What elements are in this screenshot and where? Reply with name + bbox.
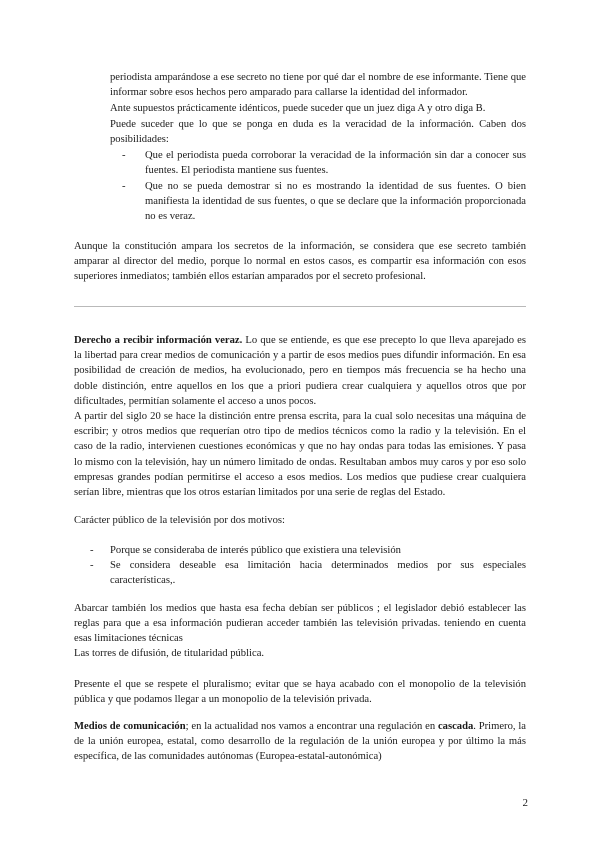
section-heading-medios: Medios de comunicación <box>74 721 186 732</box>
paragraph-abarcar: Abarcar también los medios que hasta esa fecha debían ser públicos ; el legislador debió establecer las reglas para que a esa información pudieran acceder también las televisión privadas. teniendo en cuenta esas limitaciones técnicas <box>74 603 526 645</box>
horizontal-divider <box>74 306 526 307</box>
bullet-dash: - <box>90 545 94 556</box>
paragraph-informante: periodista amparándose a ese secreto no tiene por qué dar el nombre de ese informante. Tiene que informar sobre esos hechos pero amparado para callarse la identidad del informador. <box>110 72 526 99</box>
paragraph-caracter-publico: Carácter público de la televisión por dos motivos: <box>74 515 285 526</box>
paragraph-juez: Ante supuestos prácticamente idénticos, puede suceder que un juez diga A y otro diga B. <box>110 103 486 114</box>
section-heading-derecho: Derecho a recibir información veraz. <box>74 335 243 346</box>
list-item: Se considera deseable esa limitación hacia determinados medios por sus especiales características,. <box>110 560 526 587</box>
paragraph-text: . Primero, la de la unión europea, estatal, como desarrollo de la regulación de la unión europea y por último la más específica, de las comunidades autónomas (Europea-estatal-autonómica) <box>74 721 527 763</box>
bullet-dash: - <box>122 181 126 192</box>
paragraph-posibilidades: Puede suceder que lo que se ponga en duda es la veracidad de la información. Caben dos posibilidades: <box>110 119 526 146</box>
list-item: Que no se pueda demostrar si no es mostrando la identidad de sus fuentes. O bien manifiesta la identidad de sus fuentes, o que se declare que la información proporcionada no es veraz. <box>145 181 526 223</box>
bold-word-cascada: cascada <box>437 721 474 732</box>
bullet-dash: - <box>122 150 126 161</box>
paragraph-torres: Las torres de difusión, de titularidad pública. <box>74 648 265 659</box>
paragraph-secreto-director: Aunque la constitución ampara los secretos de la información, se considera que ese secreto también amparar al director del medio, porque lo normal en estos casos, es compartir esa información con esos superiores inmediatos; también ellos estarían amparados por el secreto profesional. <box>74 241 526 283</box>
paragraph-text: ; en la actualidad nos vamos a encontrar una regulación en <box>185 721 438 732</box>
list-item: Porque se consideraba de interés público que existiera una televisión <box>110 545 401 556</box>
paragraph-siglo-20: A partir del siglo 20 se hace la distinción entre prensa escrita, para la cual solo necesitas una máquina de escribir; y otros medios que requerían otro tipo de medios técnicos como la radio y la televisión. En el caso de la radio, intervienen cuestiones económicas y que no hay ondas para todas las emisiones. Y pasa lo mismo con la televisión, hay un número limitado de ondas. Resultaban ambos muy caros y por eso solo empresas grandes podían permitirse el acceso a esos medios. Los medios que pudiese crear cualquiera serían libre, mientras que los otros estarían limitados por una serie de reglas del Estado. <box>74 411 526 499</box>
paragraph-pluralismo: Presente el que se respete el pluralismo; evitar que se haya acabado con el monopolio de la televisión pública y que podamos llegar a un monopolio de la televisión privada. <box>74 679 526 706</box>
paragraph-medios-comunicacion <box>74 719 526 765</box>
page-number: 2 <box>522 797 528 809</box>
paragraph-derecho-informacion <box>74 333 526 409</box>
bullet-dash: - <box>90 560 94 571</box>
list-item: Que el periodista pueda corroborar la veracidad de la información sin dar a conocer sus fuentes. El periodista mantiene sus fuentes. <box>145 150 526 177</box>
paragraph-text: Lo que se entiende, es que ese precepto lo que lleva aparejado es la libertad para crear medios de comunicación y a partir de esos medios pues difundir información. En esa posibilidad de creación de medios, ha evolucionado, pero en tiempos más frecuencia se ha hecho una doble distinción, entre aquellos en los que a priori pudiera crear cualquiera y aquellos otros que por dificultades, permitían solamente el acceso a unos pocos. <box>74 335 526 407</box>
